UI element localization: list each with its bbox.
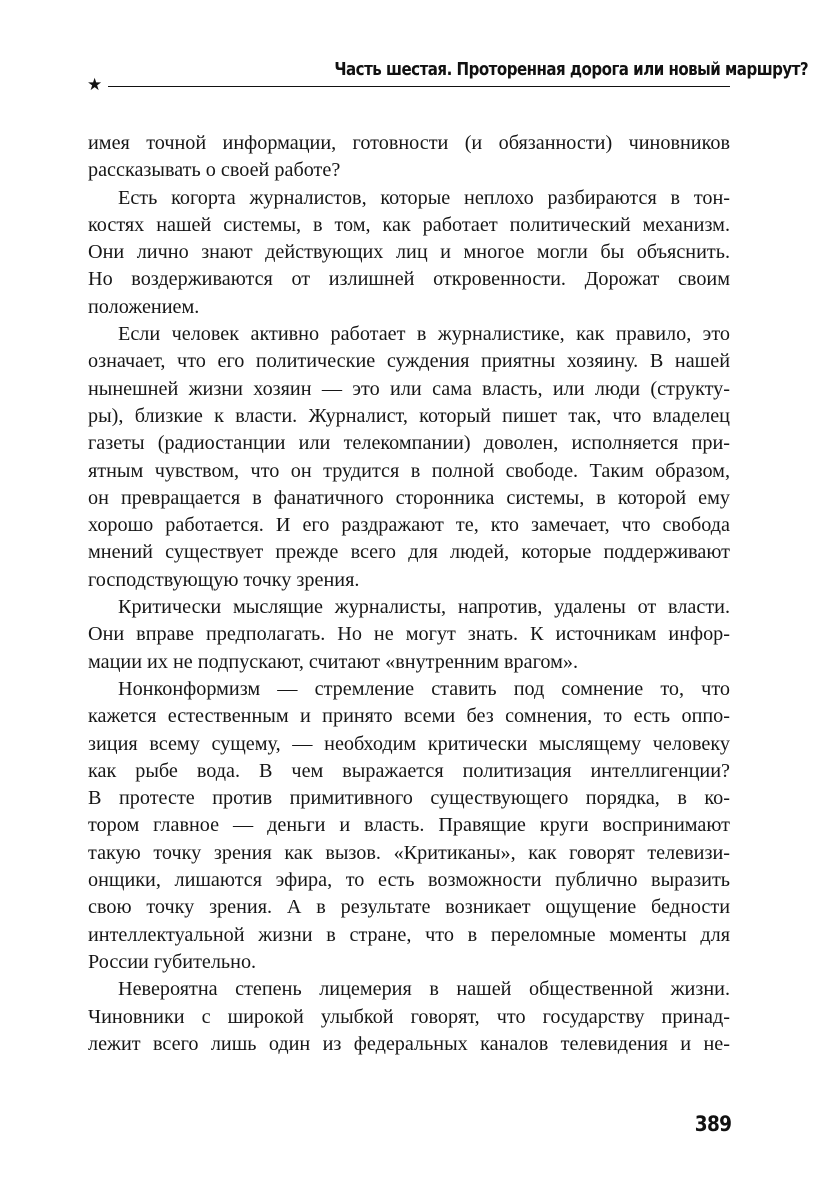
text-line: В протесте против примитивного существующего порядка, в ко-	[88, 787, 730, 810]
text-line: кажется естественным и принято всеми без сомнения, то есть оппо-	[88, 705, 730, 728]
text-line: ры), близкие к власти. Журналист, который пишет так, что владелец	[88, 404, 730, 427]
text-line: интеллектуальной жизни в стране, что в переломные моменты для	[88, 923, 730, 946]
body-text	[88, 130, 730, 1058]
text-line: как рыбе вода. В чем выражается политизация интеллигенции?	[88, 759, 730, 782]
text-line: России губительно.	[88, 950, 257, 973]
text-line: мнений существует прежде всего для людей, которые поддерживают	[88, 541, 730, 564]
text-line: положением.	[88, 295, 200, 318]
text-line: означает, что его политические суждения приятны хозяину. В нашей	[88, 350, 730, 373]
text-line: Есть когорта журналистов, которые неплохо разбираются в тон-	[118, 186, 730, 209]
header-rule	[108, 86, 730, 87]
text-line: зиция всему сущему, — необходим критически мыслящему человеку	[88, 732, 730, 755]
text-line: рассказывать о своей работе?	[88, 159, 341, 182]
text-line: тором главное — деньги и власть. Правящие круги воспринимают	[88, 814, 730, 837]
text-line: Невероятна степень лицемерия в нашей общественной жизни.	[118, 978, 730, 1001]
text-line: Критически мыслящие журналисты, напротив, удалены от власти.	[118, 596, 730, 619]
text-line: лежит всего лишь один из федеральных каналов телевидения и не-	[88, 1032, 730, 1055]
page-number: 389	[694, 1112, 732, 1136]
text-line: костях нашей системы, в том, как работает политический механизм.	[88, 213, 730, 236]
running-head-title: Часть шестая. Проторенная дорога или новый маршрут?	[334, 60, 809, 80]
star-icon: ★	[87, 75, 103, 95]
text-line: хорошо работается. И его раздражают те, кто замечает, что свобода	[88, 514, 730, 537]
text-line: Нонконформизм — стремление ставить под сомнение то, что	[118, 677, 730, 700]
text-line: Они лично знают действующих лиц и многое могли бы объяснить.	[88, 241, 730, 264]
text-line: Если человек активно работает в журналистике, как правило, это	[118, 323, 730, 346]
text-line: Они вправе предполагать. Но не могут знать. К источникам инфор-	[88, 623, 730, 646]
text-line: имея точной информации, готовности (и обязанности) чиновников	[88, 132, 730, 154]
text-line: газеты (радиостанции или телекомпании) доволен, исполняется при-	[88, 432, 730, 455]
text-line: мации их не подпускают, считают «внутренним врагом».	[88, 650, 579, 673]
text-line: Но воздерживаются от излишней откровенности. Дорожат своим	[88, 268, 730, 291]
text-line: господствующую точку зрения.	[88, 568, 360, 591]
text-line: он превращается в фанатичного сторонника системы, в которой ему	[88, 486, 730, 509]
text-line: онщики, лишаются эфира, то есть возможности публично выразить	[88, 869, 730, 892]
text-line: такую точку зрения как вызов. «Критиканы», как говорят телевизи-	[88, 841, 730, 864]
text-line: свою точку зрения. А в результате возникает ощущение бедности	[88, 896, 730, 919]
text-line: Чиновники с широкой улыбкой говорят, что государству принад-	[88, 1005, 730, 1028]
text-line: нынешней жизни хозяин — это или сама власть, или люди (структу-	[88, 377, 730, 400]
text-line: ятным чувством, что он трудится в полной свободе. Таким образом,	[88, 459, 730, 482]
